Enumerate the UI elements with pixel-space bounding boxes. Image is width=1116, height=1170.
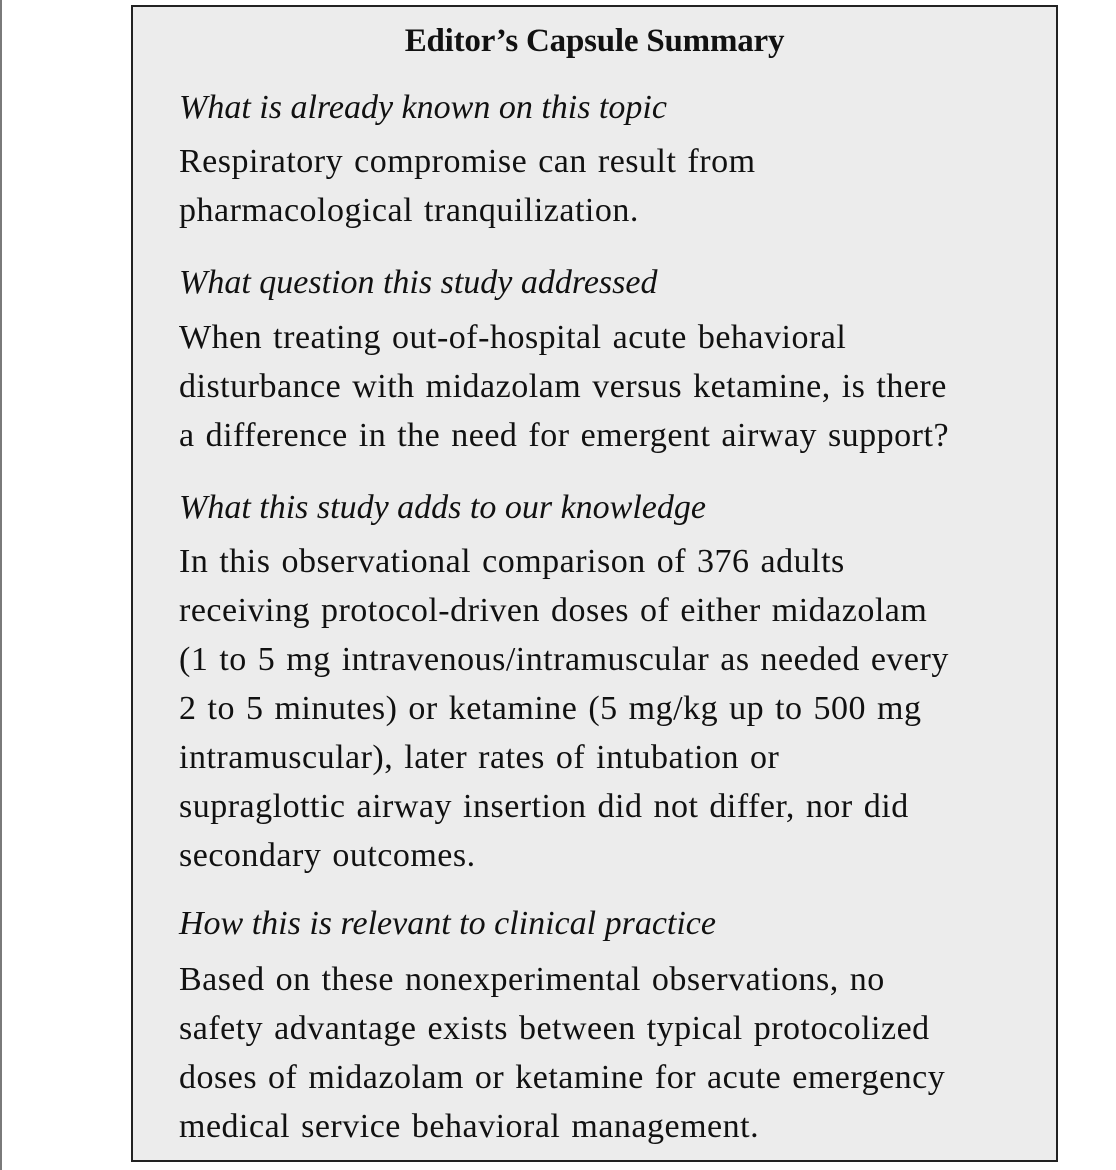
body-line: receiving protocol-driven doses of either midazolam <box>179 592 928 629</box>
body-line: In this observational comparison of 376 adults <box>179 543 845 580</box>
body-line: safety advantage exists between typical protocolized <box>179 1010 930 1047</box>
body-line: Respiratory compromise can result from <box>179 143 756 180</box>
body-line: Based on these nonexperimental observations, no <box>179 961 885 998</box>
section-body-known <box>179 137 756 235</box>
section-heading-adds: What this study adds to our knowledge <box>179 489 706 526</box>
section-heading-known: What is already known on this topic <box>179 89 667 126</box>
body-line: a difference in the need for emergent airway support? <box>179 417 950 454</box>
editors-capsule-summary-box <box>131 5 1058 1162</box>
left-margin-rule <box>0 0 2 1170</box>
body-line: pharmacological tranquilization. <box>179 192 639 229</box>
section-heading-relevance: How this is relevant to clinical practice <box>179 905 716 942</box>
body-line: When treating out-of-hospital acute behavioral <box>179 319 847 356</box>
body-line: secondary outcomes. <box>179 837 476 874</box>
capsule-title: Editor’s Capsule Summary <box>404 23 785 59</box>
body-line: medical service behavioral management. <box>179 1108 760 1145</box>
section-body-relevance <box>179 955 945 1151</box>
body-line: 2 to 5 minutes) or ketamine (5 mg/kg up to 500 mg <box>179 690 922 727</box>
section-heading-question: What question this study addressed <box>179 264 658 301</box>
body-line: (1 to 5 mg intravenous/intramuscular as needed every <box>179 641 949 678</box>
body-line: intramuscular), later rates of intubation or <box>179 739 780 776</box>
section-body-question <box>179 313 949 460</box>
body-line: disturbance with midazolam versus ketamine, is there <box>179 368 947 405</box>
body-line: doses of midazolam or ketamine for acute emergency <box>179 1059 946 1096</box>
body-line: supraglottic airway insertion did not differ, nor did <box>179 788 909 825</box>
section-body-adds <box>179 537 949 880</box>
